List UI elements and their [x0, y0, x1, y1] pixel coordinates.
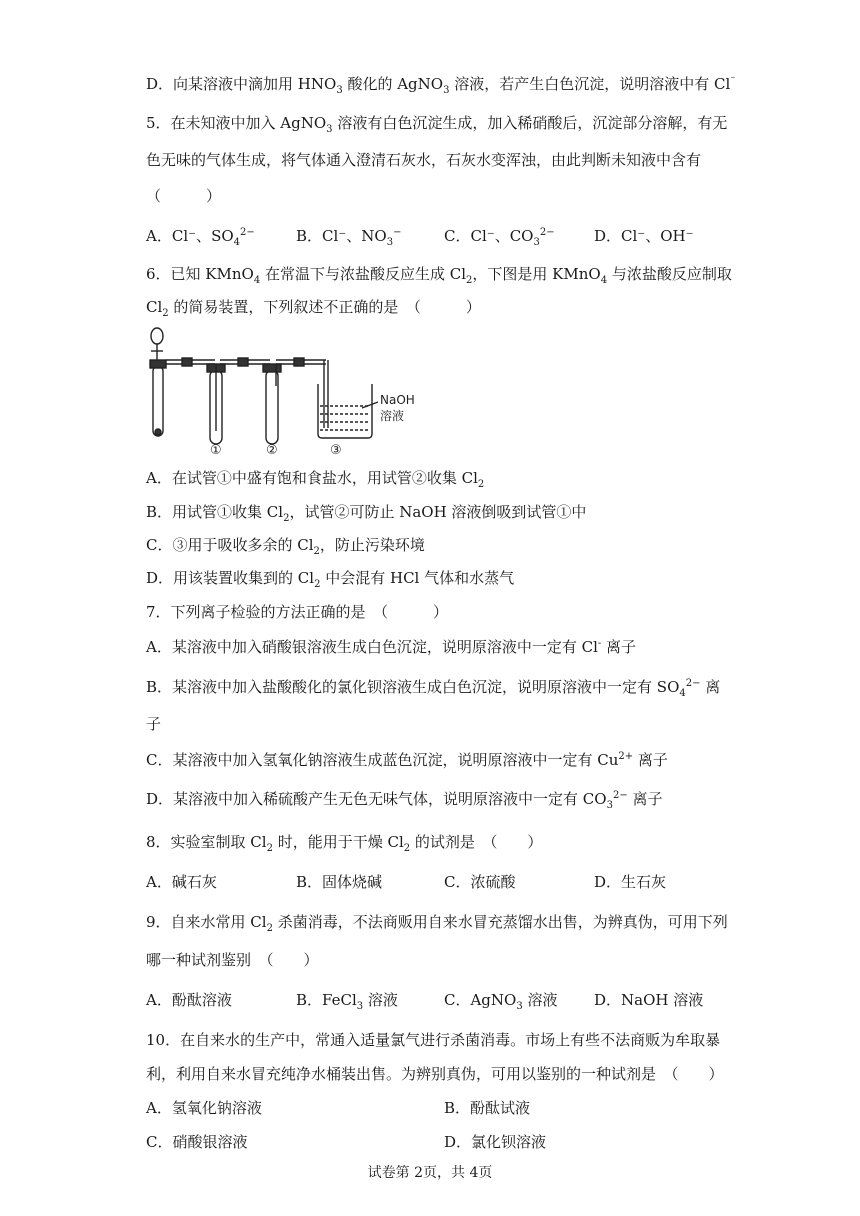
stopper-2	[263, 364, 281, 372]
generator-tube	[153, 366, 163, 436]
q9-option-a: A．酚酞溶液	[146, 991, 232, 1009]
q10-stem-line1: 10．在自来水的生产中，常通入适量氯气进行杀菌消毒。市场上有些不法商贩为牟取暴	[146, 1031, 721, 1049]
q9-stem-line1: 9．自来水常用 $Cl_2$ 杀菌消毒，不法商贩用自来水冒充蒸馏水出售，为辨真伪，可用下列	[146, 913, 728, 934]
q8-option-d: D．生石灰	[594, 873, 667, 891]
stopper-0	[150, 360, 166, 368]
solution-label: 溶液	[380, 409, 405, 423]
q10-option-c: C．硝酸银溶液	[146, 1133, 248, 1151]
q6-option-c: C．③用于吸收多余的 $Cl_2$，防止污染环境	[146, 536, 425, 557]
q8-option-a: A．碱石灰	[146, 873, 217, 891]
funnel-bulb	[151, 328, 163, 344]
q9-option-d: D．NaOH 溶液	[594, 991, 704, 1009]
q7-option-b-line2: 子	[146, 715, 162, 733]
q5-option-a: A．Cl⁻、$SO_4^{2-}$	[146, 227, 255, 248]
q6-option-d: D．用该装置收集到的 $Cl_2$ 中会混有 HCl 气体和水蒸气	[146, 569, 515, 590]
q7-option-d: D．某溶液中加入稀硫酸产生无色无味气体，说明原溶液中一定有 $CO_3^{2-}$ 离子	[146, 790, 663, 811]
q10-option-d: D．氯化钡溶液	[444, 1133, 547, 1151]
q7-option-b: B．某溶液中加入盐酸酸化的氯化钡溶液生成白色沉淀，说明原溶液中一定有 $SO_4^{2-}$ 离	[146, 678, 721, 699]
q8-option-b: B．固体烧碱	[296, 873, 383, 891]
apparatus-diagram	[140, 326, 440, 458]
page-footer: 试卷第 2页，共 4页	[367, 1165, 493, 1181]
label-3: ③	[330, 443, 342, 458]
q10-option-a: A．氢氧化钠溶液	[146, 1099, 262, 1117]
q10-option-b: B．酚酞试液	[444, 1099, 531, 1117]
q7-option-a: A．某溶液中加入硝酸银溶液生成白色沉淀，说明原溶液中一定有 Cl- 离子	[146, 638, 637, 656]
q6-option-a: A．在试管①中盛有饱和食盐水，用试管②收集 $Cl_2$	[146, 469, 485, 490]
q6-option-b: B．用试管①收集 $Cl_2$，试管②可防止 NaOH 溶液倒吸到试管①中	[146, 503, 587, 524]
q5-option-d: D．Cl⁻、OH⁻	[594, 227, 694, 245]
q9-stem-line2: 哪一种试剂鉴别 （ ）	[146, 951, 319, 969]
q9-option-c: C．AgNO$_3$ 溶液	[444, 991, 558, 1012]
q5-answer-blank: （ ）	[146, 187, 222, 205]
q8-stem: 8．实验室制取 $Cl_2$ 时，能用于干燥 $Cl_2$ 的试剂是 （ ）	[146, 833, 543, 854]
label-1: ①	[210, 443, 222, 458]
q4-option-d: D．向某溶液中滴加用 $HNO_3$ 酸化的 AgNO$_3$ 溶液，若产生白色沉淀，说明溶液中有 Cl⁻	[146, 75, 736, 96]
q10-stem-line2: 利，利用自来水冒充纯净水桶装出售。为辨别真伪，可用以鉴别的一种试剂是 （ ）	[146, 1065, 724, 1083]
label-2: ②	[266, 443, 278, 458]
apparatus-figure	[140, 326, 440, 458]
q6-stem-line2: $Cl_2$ 的简易装置，下列叙述不正确的是 （ ）	[146, 298, 481, 319]
q5-stem-line1: 5．在未知液中加入 AgNO$_3$ 溶液有白色沉淀生成，加入稀硝酸后，沉淀部分溶解，有无	[146, 114, 728, 135]
q5-stem-line2: 色无味的气体生成，将气体通入澄清石灰水，石灰水变浑浊，由此判断未知液中含有	[146, 151, 702, 169]
q9-option-b: B．FeCl$_3$ 溶液	[296, 991, 398, 1012]
q7-stem: 7．下列离子检验的方法正确的是 （ ）	[146, 603, 449, 621]
q8-option-c: C．浓硫酸	[444, 873, 516, 891]
q5-option-c: C．Cl⁻、$CO_3^{2-}$	[444, 227, 555, 248]
q6-stem-line1: 6．已知 KMnO$_4$ 在常温下与浓盐酸反应生成 $Cl_2$，下图是用 KMnO$_4$ 与浓盐酸反应制取	[146, 265, 732, 286]
q7-option-c: C．某溶液中加入氢氧化钠溶液生成蓝色沉淀，说明原溶液中一定有 $Cu^{2+}$ 离子	[146, 751, 668, 769]
q5-option-b: B．Cl⁻、$NO_3^-$	[296, 227, 402, 248]
naoh-label: NaOH	[380, 393, 415, 407]
